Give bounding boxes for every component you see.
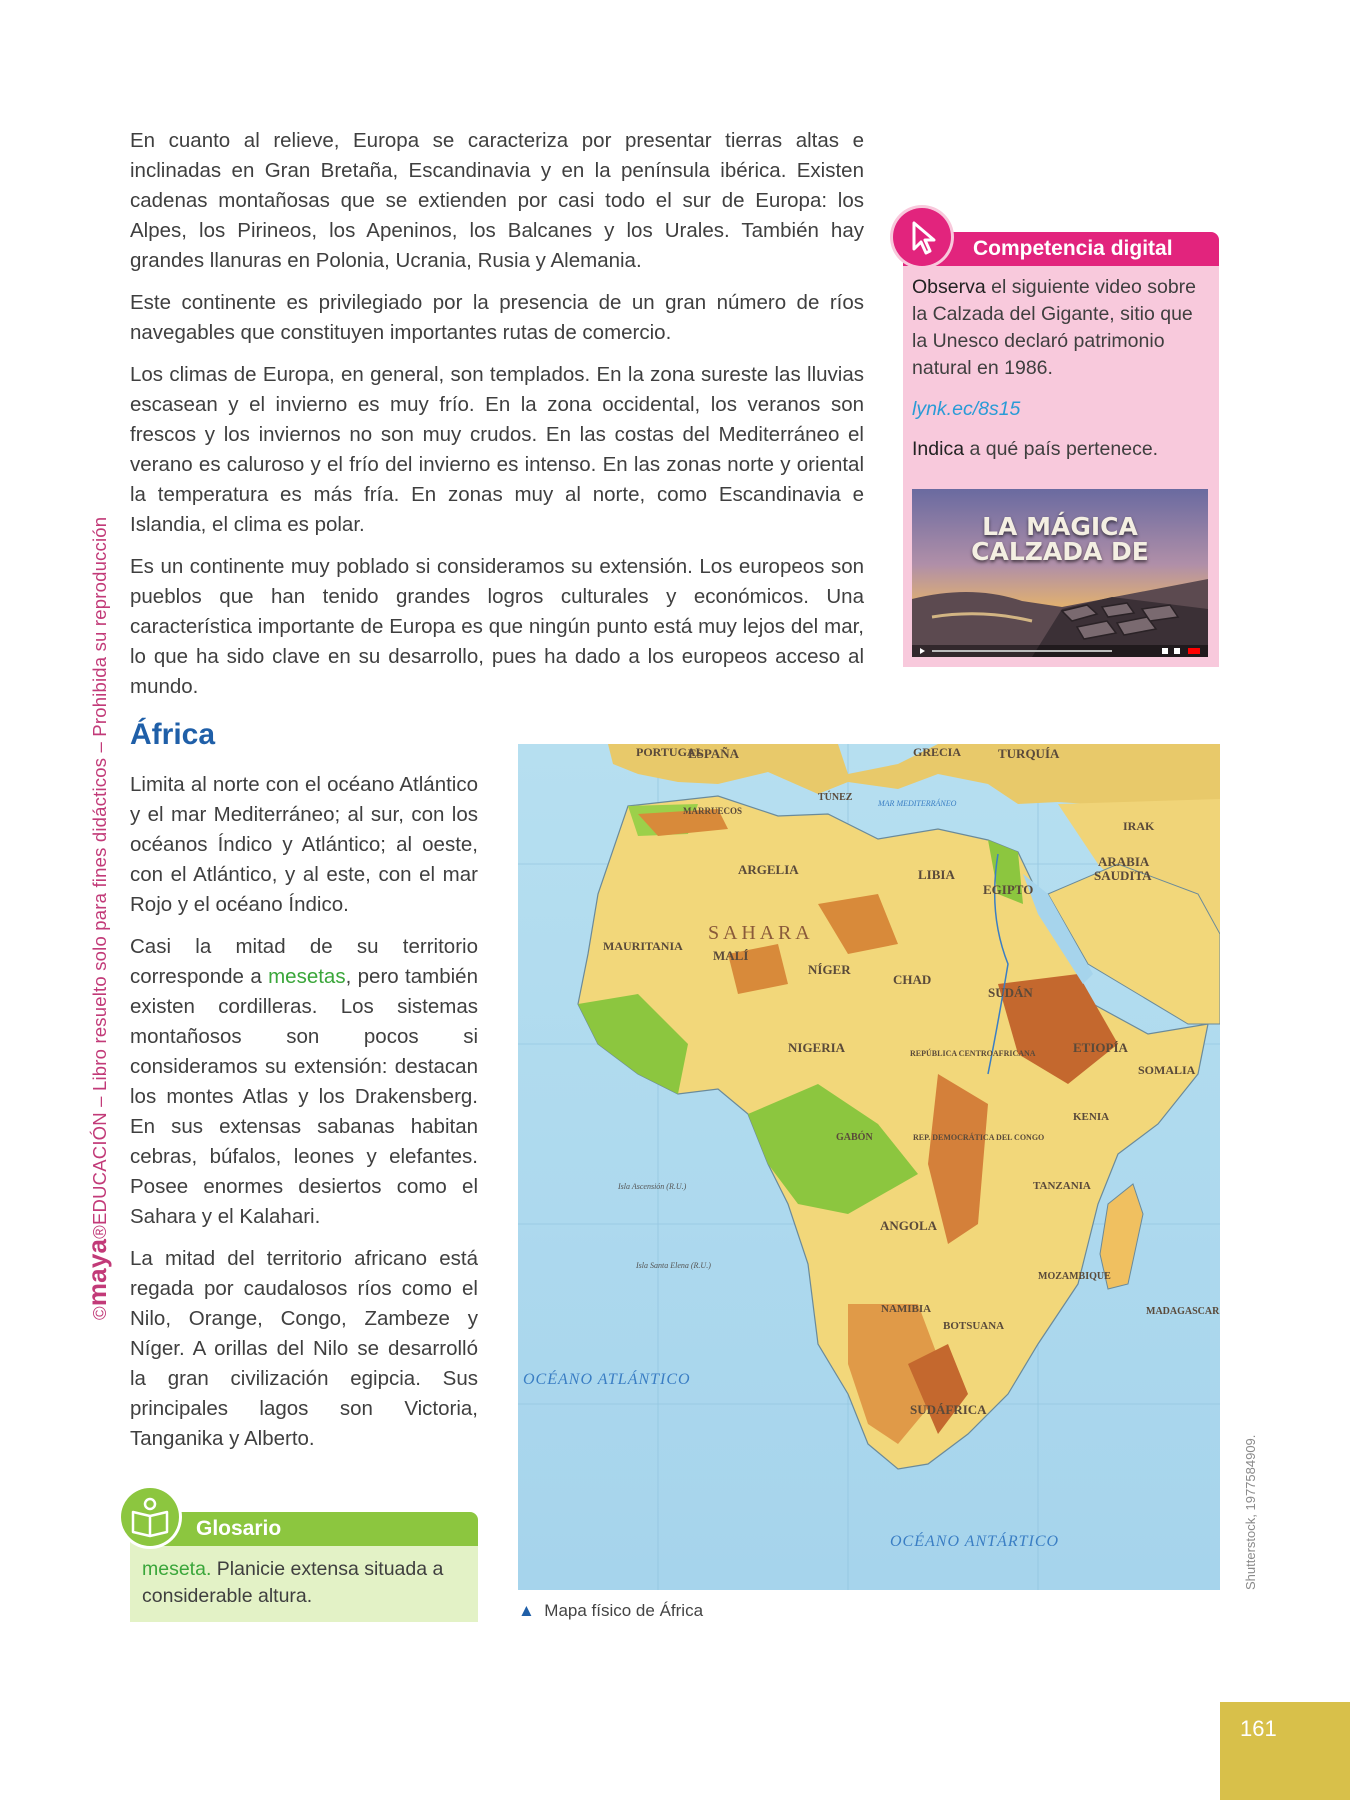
map-label-etiopia: ETIOPÍA [1073,1040,1128,1055]
africa-physical-map [518,744,1220,1590]
africa-paragraph-1: Limita al norte con el océano Atlántico y el mar Mediterráneo; al sur, con los océanos Índico y Atlántico; al oeste, con el Atlántico, y al este, con el mar Rojo y el océano Índico. [130,773,478,916]
map-label-namibia: NAMIBIA [881,1303,932,1315]
book-icon [121,1488,179,1546]
map-label-chad: CHAD [893,972,932,987]
image-credit: Shutterstock, 1977584909. [1243,1434,1258,1590]
map-label-mali: MALÍ [713,948,749,963]
cursor-icon [893,208,951,266]
indica-word: Indica [912,438,965,460]
map-label-niger: NÍGER [808,962,851,977]
map-label-portugal: PORTUGAL [636,745,704,759]
video-title-line-1: LA MÁGICA [982,512,1138,541]
map-label-mar-mediterraneo: MAR MEDITERRÁNEO [878,799,957,808]
africa-p2-end: , pero también existen cordilleras. Los sistemas montañosos son pocos si consideramos su extensión: destacan los montes Atlas y los Drakensberg. En sus extensas sabanas habitan cebras, búfalos, leones y elefantes. Posee enormes desiertos como el Sahara y el Kalahari. [130,965,478,1228]
map-label-angola: ANGOLA [880,1218,938,1233]
map-label-argelia: ARGELIA [738,862,799,877]
map-art [518,744,1220,1590]
glossary-definition: Planicie extensa situada a considerable altura. [142,1558,444,1607]
map-label-marruecos: MARRUECOS [683,806,743,816]
map-label-arabia: ARABIA [1098,854,1150,869]
africa-paragraph-3: La mitad del territorio africano está regada por caudalosos ríos como el Nilo, Orange, Congo, Zambeze y Níger. A orillas del Nilo se desarrolló la gran civilización egipcia. Sus principales lagos son Victoria, Tanganika y Alberto. [130,1247,478,1450]
credit-text: EDUCACIÓN – Libro resuelto solo para fines didácticos – Prohibida su reproducción [89,516,110,1225]
video-title-line-2: CALZADA DE [971,537,1149,566]
glossary-term: meseta. [142,1558,212,1580]
map-label-botsuana: BOTSUANA [943,1320,1005,1332]
map-label-oceano-atlantico: OCÉANO ATLÁNTICO [523,1371,691,1388]
caption-text: Mapa físico de África [544,1601,704,1620]
glossary-header: Glosario [150,1512,478,1546]
video-title [912,514,1208,564]
map-label-tunez: TÚNEZ [818,792,853,803]
indica-text: a qué país pertenece. [964,438,1159,460]
intro-paragraph-4: Es un continente muy poblado si consideramos su extensión. Los europeos son pueblos que han tenido grandes logros culturales y económicos. Una característica importante de Europa es que ningún punto está muy lejos del mar, lo que ha sido clave en su desarrollo, pues ha dado a los europeos acceso al mundo. [130,555,864,698]
map-label-saudita: SAUDITA [1094,868,1152,883]
map-label-sahara: S A H A R A [708,922,810,944]
section-title-africa: África [130,718,216,751]
map-label-somalia: SOMALIA [1138,1063,1196,1077]
competencia-link-line [912,396,1212,423]
copyright-credit [82,517,113,1320]
map-label-grecia: GRECIA [913,745,962,759]
map-label-mozambique: MOZAMBIQUE [1038,1271,1111,1282]
competencia-question [912,436,1212,463]
africa-paragraph-2 [130,932,478,1232]
map-label-gabon: GABÓN [836,1132,873,1143]
competencia-instruction [912,274,1212,382]
map-caption [518,1601,703,1621]
map-label-santa-elena: Isla Santa Elena (R.U.) [636,1261,711,1270]
map-label-madagascar: MADAGASCAR [1146,1306,1220,1317]
map-label-sudan: SUDÁN [988,985,1033,1000]
map-label-ascension: Isla Ascensión (R.U.) [618,1182,687,1191]
copyright-symbol: © [89,1306,110,1320]
caption-triangle-icon: ▲ [518,1601,535,1620]
map-label-irak: IRAK [1123,819,1155,833]
map-label-oceano-antartico: OCÉANO ANTÁRTICO [890,1533,1060,1550]
map-label-rca: REPÚBLICA CENTROAFRICANA [910,1049,1036,1058]
intro-paragraph-1: En cuanto al relieve, Europa se caracteriza por presentar tierras altas e inclinadas en Gran Bretaña, Escandinavia y en la península ibérica. Existen cadenas montañosas que se extienden por casi todo el sur de Europa: los Alpes, los Pirineos, los Apeninos, los Balcanes y los Urales. También hay grandes llanuras en Polonia, Ucrania, Rusia y Alemania. [130,129,864,272]
map-label-mauritania: MAURITANIA [603,939,683,953]
glossary-entry [142,1556,472,1610]
intro-paragraph-3: Los climas de Europa, en general, son templados. En la zona sureste las lluvias escasean y el invierno es muy frío. En la zona occidental, los veranos son frescos y los inviernos no son muy crudos. En las costas del Mediterráneo el verano es caluroso y el frío del invierno es intenso. En las zonas norte y oriental la temperatura es más fría. En zonas muy al norte, como Escandinavia e Islandia, el clima es polar. [130,363,864,536]
map-label-kenia: KENIA [1073,1111,1110,1123]
map-label-rdc: REP. DEMOCRÁTICA DEL CONGO [913,1133,1045,1142]
registered-symbol: ® [89,1225,110,1239]
page-number: 161 [1220,1702,1350,1800]
map-label-turquia: TURQUÍA [998,746,1060,761]
map-label-nigeria: NIGERIA [788,1040,846,1055]
africa-p2-start: Casi la mitad de su territorio corresponde a [130,935,478,988]
map-label-sudafrica: SUDÁFRICA [910,1402,987,1417]
observa-text: el siguiente video sobre la Calzada del Gigante, sitio que la Unesco declaró patrimonio natural en 1986. [912,276,1197,379]
map-label-tanzania: TANZANIA [1033,1180,1091,1192]
glossary-term-mesetas[interactable]: mesetas [268,965,346,988]
observa-word: Observa [912,276,986,298]
video-link[interactable]: lynk.ec/8s15 [912,398,1021,420]
map-label-espana: ESPAÑA [688,746,740,761]
competencia-digital-header: Competencia digital [903,232,1219,266]
video-thumbnail[interactable] [912,489,1208,657]
brand-name: maya [82,1238,112,1307]
map-label-libia: LIBIA [918,867,955,882]
map-label-egipto: EGIPTO [983,882,1034,897]
intro-paragraph-2: Este continente es privilegiado por la presencia de un gran número de ríos navegables que constituyen importantes rutas de comercio. [130,291,864,344]
